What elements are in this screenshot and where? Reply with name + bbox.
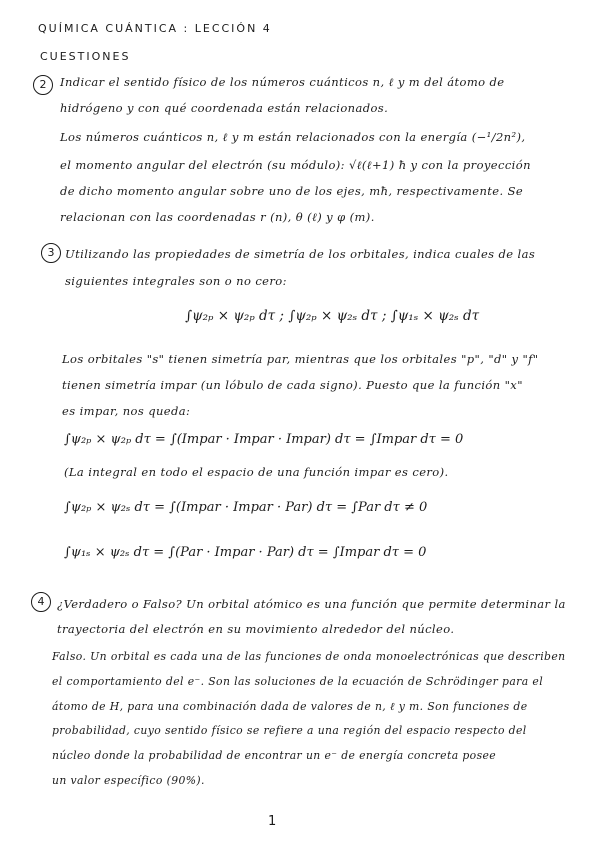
page-number: 1	[268, 814, 277, 829]
q4-question-line-2: trayectoria del electrón en su movimiento alrededor del núcleo.	[57, 622, 455, 636]
q3-equation-3: ∫ψ₁ₛ × ψ₂ₛ dτ = ∫(Par · Impar · Par) dτ = ∫Impar dτ = 0	[64, 545, 427, 560]
q3-question-line-2: siguientes integrales son o no cero:	[65, 274, 287, 288]
q2-question-line-1: Indicar el sentido físico de los números cuánticos n, ℓ y m del átomo de	[60, 75, 505, 89]
q3-answer-line-3: es impar, nos queda:	[62, 404, 191, 418]
q4-question-line-1: ¿Verdadero o Falso? Un orbital atómico es una función que permite determinar la	[57, 597, 566, 611]
q4-answer-line-2: el comportamiento del e⁻. Son las soluciones de la ecuación de Schrödinger para el	[52, 675, 544, 688]
question-number-3: 3	[41, 243, 61, 263]
q2-answer-line-1: Los números cuánticos n, ℓ y m están relacionados con la energía (−¹/2n²),	[60, 130, 526, 144]
q2-question-line-2: hidrógeno y con qué coordenada están relacionados.	[60, 101, 389, 115]
q4-answer-line-1: Falso. Un orbital es cada una de las funciones de onda monoelectrónicas que describen	[52, 650, 566, 663]
lesson-title: QUÍMICA CUÁNTICA : LECCIÓN 4	[38, 22, 272, 35]
q3-equation-1: ∫ψ₂ₚ × ψ₂ₚ dτ = ∫(Impar · Impar · Impar) dτ = ∫Impar dτ = 0	[64, 432, 464, 447]
q3-integrals: ∫ψ₂ₚ × ψ₂ₚ dτ ; ∫ψ₂ₚ × ψ₂ₛ dτ ; ∫ψ₁ₛ × ψ₂ₛ dτ	[185, 308, 480, 324]
q4-answer-line-6: un valor específico (90%).	[52, 774, 205, 787]
q3-answer-line-1: Los orbitales "s" tienen simetría par, mientras que los orbitales "p", "d" y "f"	[62, 352, 539, 366]
q3-equation-1-note: (La integral en todo el espacio de una función impar es cero).	[64, 465, 449, 479]
q2-answer-line-3: de dicho momento angular sobre uno de los ejes, mħ, respectivamente. Se	[60, 184, 524, 198]
q3-question-line-1: Utilizando las propiedades de simetría de los orbitales, indica cuales de las	[65, 247, 536, 261]
q4-answer-line-3: átomo de H, para una combinación dada de valores de n, ℓ y m. Son funciones de	[52, 700, 528, 713]
q4-answer-line-5: núcleo donde la probabilidad de encontrar un e⁻ de energía concreta posee	[52, 749, 497, 762]
q2-answer-line-4: relacionan con las coordenadas r (n), θ (ℓ) y φ (m).	[60, 210, 375, 224]
q3-equation-2: ∫ψ₂ₚ × ψ₂ₛ dτ = ∫(Impar · Impar · Par) dτ = ∫Par dτ ≠ 0	[64, 500, 428, 515]
q3-answer-line-2: tienen simetría impar (un lóbulo de cada signo). Puesto que la función "x"	[62, 378, 523, 392]
q4-answer-line-4: probabilidad, cuyo sentido físico se refiere a una región del espacio respecto del	[52, 724, 527, 737]
question-number-2: 2	[33, 75, 53, 95]
section-title: CUESTIONES	[40, 50, 131, 63]
q2-answer-line-2: el momento angular del electrón (su módulo): √ℓ(ℓ+1) ħ y con la proyección	[60, 158, 531, 172]
question-number-4: 4	[31, 592, 51, 612]
